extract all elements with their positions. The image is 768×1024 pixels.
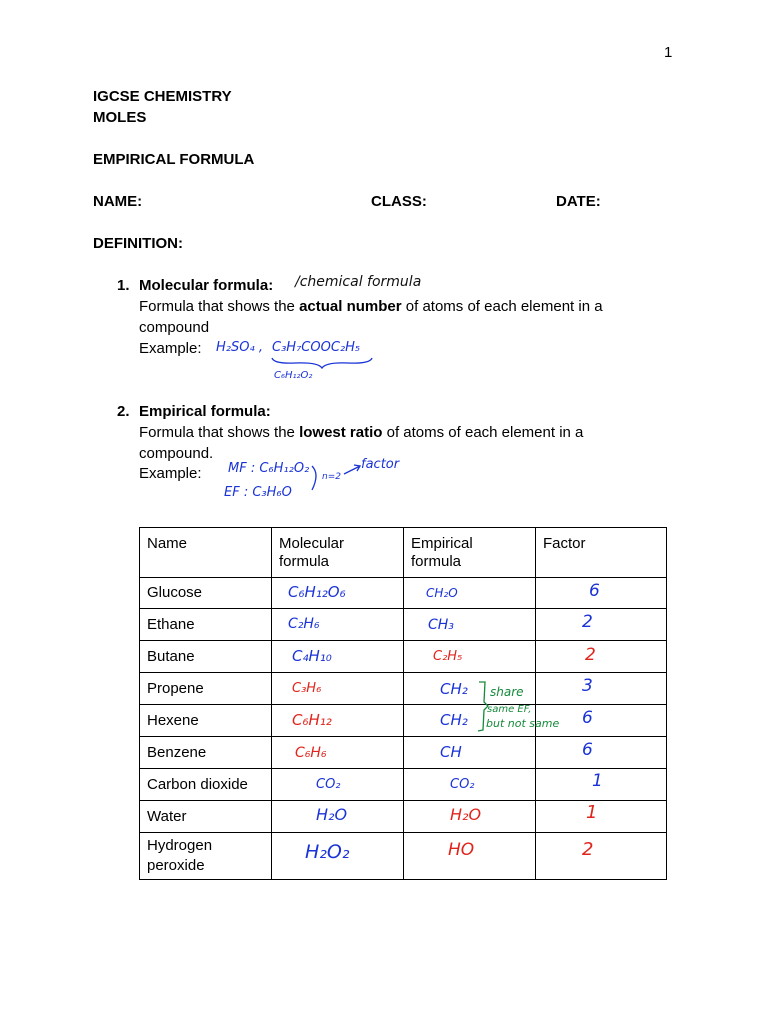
date-field-label: DATE:	[556, 193, 601, 210]
row-ef: CH	[404, 737, 536, 769]
header-name: Name	[140, 528, 272, 578]
table-row	[140, 578, 667, 609]
row-ef: H₂O	[404, 801, 536, 833]
table-row	[140, 609, 667, 641]
item2-example-mf: MF : C₆H₁₂O₂	[228, 461, 310, 476]
item1-handwritten-note: /chemical formula	[295, 274, 422, 290]
header-molecular-formula: Molecular formula	[272, 528, 404, 578]
table-header-row	[140, 528, 667, 578]
item2-example-n: n=2	[322, 472, 341, 482]
topic-title: MOLES	[93, 109, 147, 126]
item2-example-label: Example:	[139, 465, 202, 482]
class-field-label: CLASS:	[371, 193, 427, 210]
row-factor: 1	[536, 769, 667, 801]
item1-title: Molecular formula:	[139, 277, 274, 294]
table-row	[140, 641, 667, 673]
item2-definition: Formula that shows the lowest ratio of atoms of each element in a	[139, 424, 584, 441]
row-mf: C₆H₆	[272, 737, 404, 769]
item1-example-hw1: H₂SO₄ ,	[216, 340, 263, 355]
row-ef: HO	[404, 833, 536, 880]
table-row	[140, 769, 667, 801]
item2-example-ef: EF : C₃H₆O	[224, 485, 292, 500]
row-mf: CO₂	[272, 769, 404, 801]
item2-title: Empirical formula:	[139, 403, 271, 420]
item1-number: 1.	[117, 277, 130, 294]
row-name: Ethane	[140, 609, 272, 641]
note-line2: same EF,	[487, 704, 532, 715]
row-ef: CH₃	[404, 609, 536, 641]
row-factor: 6	[536, 705, 667, 737]
note-line3: but not same	[486, 717, 560, 730]
row-ef: CO₂	[404, 769, 536, 801]
item1-example-hw2: C₃H₇COOC₂H₅	[272, 340, 361, 355]
row-mf: H₂O	[272, 801, 404, 833]
row-ef: CH₂	[404, 673, 536, 705]
row-factor: 6	[536, 578, 667, 609]
header-empirical-formula: Empirical formula	[404, 528, 536, 578]
name-field-label: NAME:	[93, 193, 143, 210]
item1-definition: Formula that shows the actual number of atoms of each element in a	[139, 298, 603, 315]
row-name: Glucose	[140, 578, 272, 609]
row-mf: C₆H₁₂O₆	[272, 578, 404, 609]
row-factor: 2	[536, 641, 667, 673]
row-factor: 3	[536, 673, 667, 705]
row-name: Carbon dioxide	[140, 769, 272, 801]
row-name: Hexene	[140, 705, 272, 737]
row-ef: CH₂O	[404, 578, 536, 609]
row-factor: 2	[536, 833, 667, 880]
table-row	[140, 705, 667, 737]
item1-example-label: Example:	[139, 340, 202, 357]
course-title: IGCSE CHEMISTRY	[93, 88, 232, 105]
section-title: EMPIRICAL FORMULA	[93, 151, 255, 168]
header-factor: Factor	[536, 528, 667, 578]
item1-example-hw3: C₆H₁₂O₂	[274, 370, 313, 381]
table-row	[140, 737, 667, 769]
row-name: Butane	[140, 641, 272, 673]
item1-definition-line2: compound	[139, 319, 210, 336]
row-mf: C₃H₆	[272, 673, 404, 705]
formula-table	[139, 527, 667, 880]
note-line1: share	[490, 685, 524, 699]
item2-example-factor: factor	[361, 457, 400, 472]
row-name: Benzene	[140, 737, 272, 769]
row-mf: C₂H₆	[272, 609, 404, 641]
page-number: 1	[664, 44, 673, 61]
row-mf: C₄H₁₀	[272, 641, 404, 673]
row-factor: 1	[536, 801, 667, 833]
table-row	[140, 833, 667, 880]
row-name: Propene	[140, 673, 272, 705]
row-mf: H₂O₂	[272, 833, 404, 880]
row-factor: 2	[536, 609, 667, 641]
row-factor: 6	[536, 737, 667, 769]
table-row	[140, 673, 667, 705]
row-ef: CH₂	[404, 705, 536, 737]
row-name: Hydrogen peroxide	[140, 833, 272, 880]
definition-heading: DEFINITION:	[93, 235, 183, 252]
row-mf: C₆H₁₂	[272, 705, 404, 737]
item2-number: 2.	[117, 403, 130, 420]
underbrace-icon	[270, 356, 374, 370]
item2-definition-line2: compound.	[139, 445, 214, 462]
row-ef: C₂H₅	[404, 641, 536, 673]
table-row	[140, 801, 667, 833]
row-name: Water	[140, 801, 272, 833]
